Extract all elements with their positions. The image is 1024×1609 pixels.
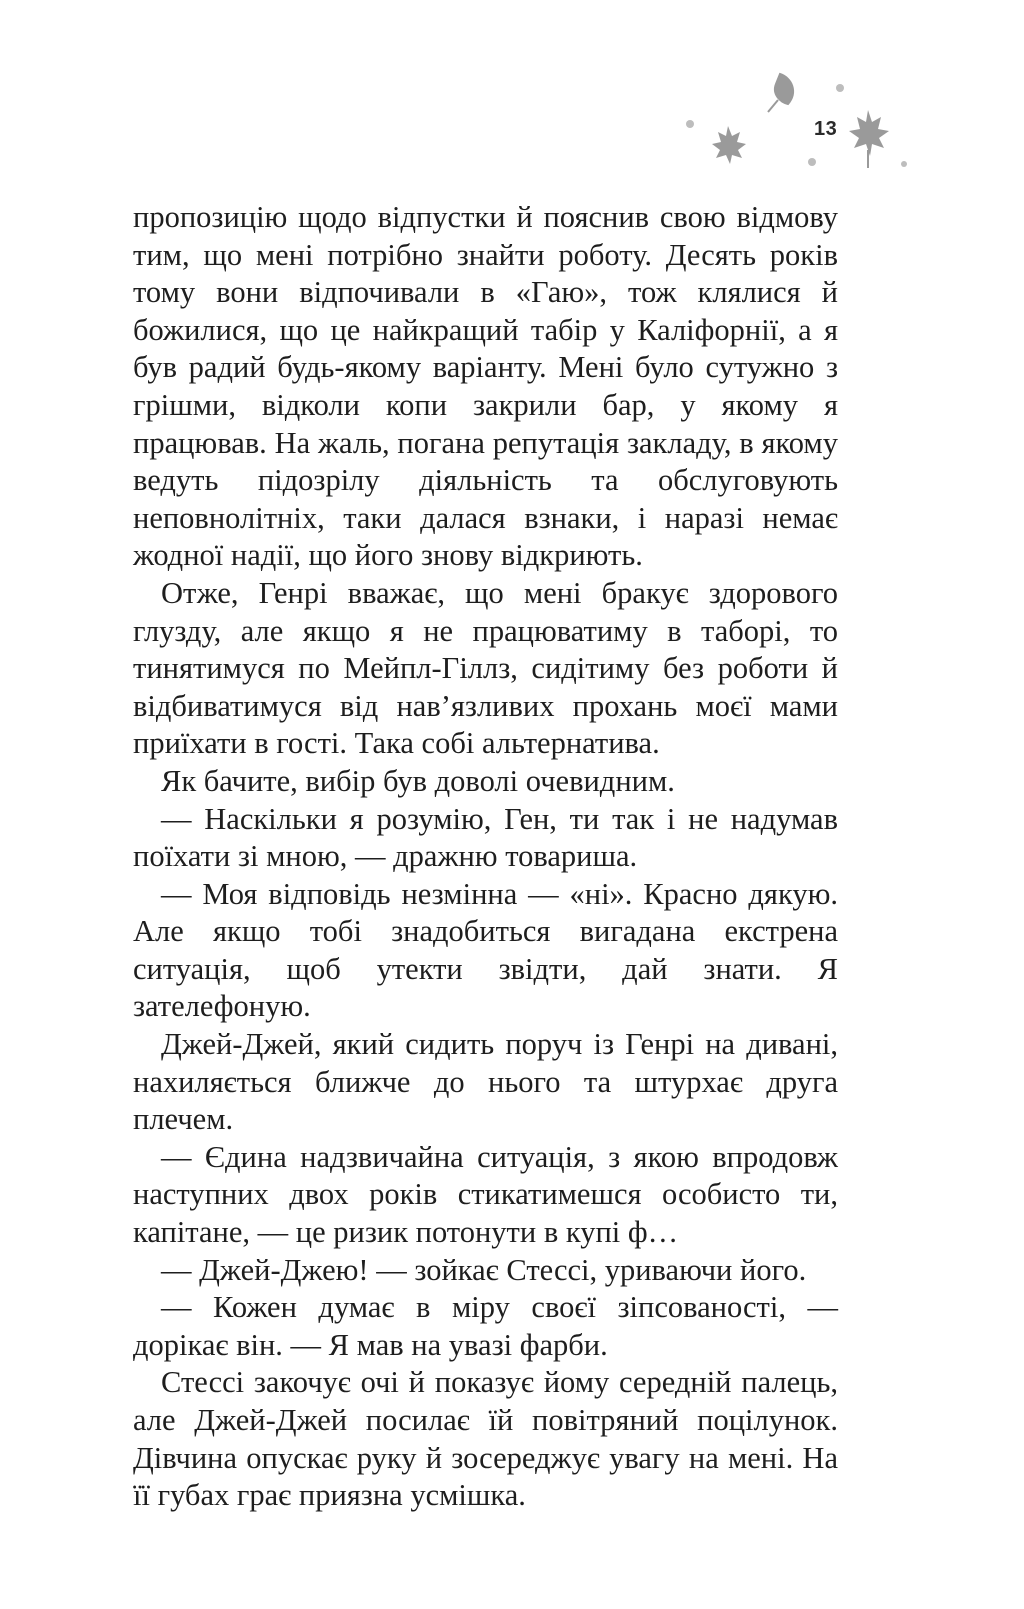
page-number: 13 <box>814 118 838 140</box>
dialogue-line: — Джей-Джею! — зойкає Стессі, уриваючи його. <box>161 1252 807 1287</box>
dot-decoration <box>686 120 694 128</box>
maple-leaf-left-icon <box>712 126 746 164</box>
dialogue-line: — Єдина надзвичайна ситуація, з якою впродовж наступних двох років стикатимешся особисто ти, капітане, — це ризик потонути в купі ф… <box>133 1139 838 1250</box>
dot-decoration <box>836 84 844 92</box>
leaves-ornament <box>680 60 940 190</box>
dialogue-line: — Наскільки я розумію, Ген, ти так і не надумав поїхати зі мною, — дражню товариша. <box>133 801 838 874</box>
paragraph: Як бачите, вибір був доволі очевидним. <box>161 763 675 798</box>
paragraph: Стессі закочує очі й показує йому середній палець, але Джей-Джей посилає їй повітряний поцілунок. Дівчина опускає руку й зосереджує увагу на мені. На її губах грає приязна усмішка. <box>133 1365 838 1513</box>
dot-decoration <box>901 161 907 167</box>
body-text <box>133 199 838 1515</box>
paragraph: пропозицію щодо відпустки й пояснив свою відмову тим, що мені потрібно знайти роботу. Десять років тому вони відпочивали в «Гаю», тож клялися й божилися, що це найкращий табір у Каліфорнії, а я був радий будь-якому варіанту. Мені було сутужно з грішми, відколи копи закрили бар, у якому я працював. На жаль, погана репутація закладу, в якому ведуть підозрілу діяльність та обслуговують неповнолітніх, таки далася взнаки, і наразі немає жодної надії, що його знову відкриють. <box>133 200 838 573</box>
paragraph: Джей-Джей, який сидить поруч із Генрі на дивані, нахиляється ближче до нього та штурхає друга плечем. <box>133 1027 838 1137</box>
dialogue-line: — Моя відповідь незмінна — «ні». Красно дякую. Але якщо тобі знадобиться вигадана екстрена ситуація, щоб утекти звідти, дай знати. Я зателефоную. <box>133 876 838 1024</box>
maple-leaf-right-icon <box>849 110 889 156</box>
paragraph: Отже, Генрі вважає, що мені бракує здорового глузду, але якщо я не працюватиму в таборі, то тинятимуся по Мейпл-Гіллз, сидітиму без роботи й відбиватимуся від нав’язливих прохань моєї мами приїхати в гості. Така собі альтернатива. <box>133 575 838 761</box>
dot-decoration <box>808 158 816 166</box>
falling-leaf-icon <box>768 74 793 112</box>
dialogue-line: — Кожен думає в міру своєї зіпсованості, — дорікає він. — Я мав на увазі фарби. <box>133 1290 838 1362</box>
